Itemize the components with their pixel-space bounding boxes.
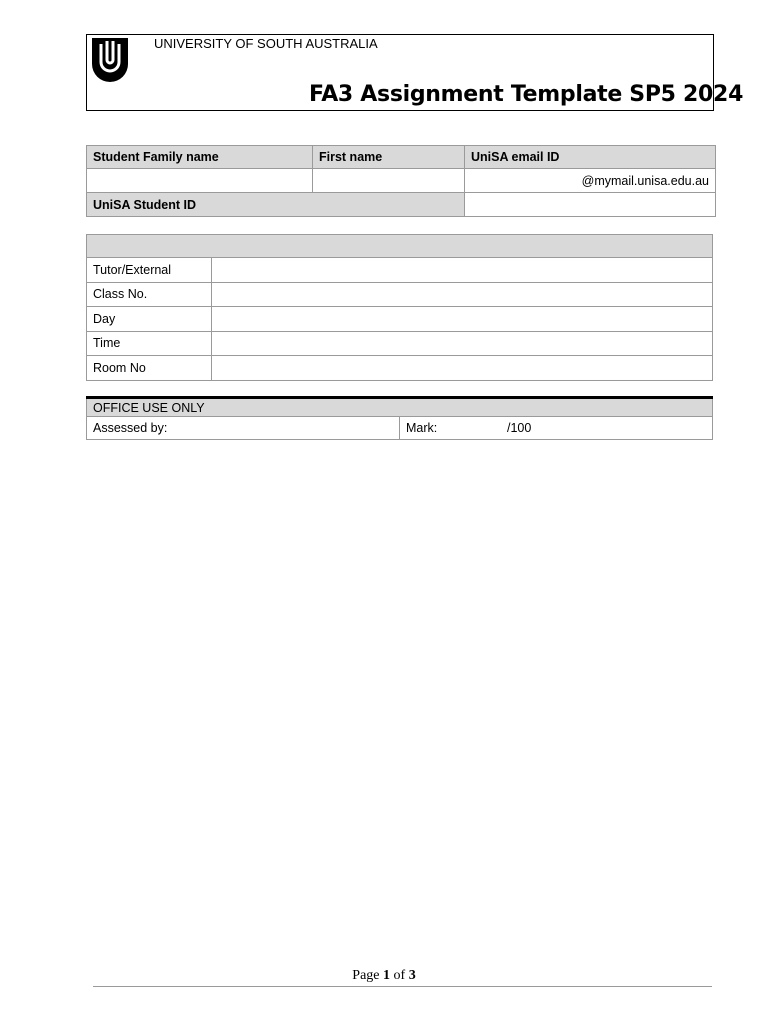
university-name: UNIVERSITY OF SOUTH AUSTRALIA <box>154 36 378 51</box>
document-title: FA3 Assignment Template SP5 2024 <box>309 82 744 107</box>
student-details-table <box>86 145 716 217</box>
family-name-label: Student Family name <box>87 146 313 169</box>
first-name-label: First name <box>313 146 465 169</box>
class-details-table <box>86 234 713 381</box>
student-id-label: UniSA Student ID <box>87 193 465 217</box>
tutor-field[interactable] <box>212 258 713 283</box>
unisa-logo-icon <box>90 36 130 82</box>
student-id-field[interactable] <box>465 193 716 217</box>
assessed-by-label: Assessed by: <box>93 421 168 435</box>
assessed-by-cell[interactable] <box>87 417 400 440</box>
mark-total: /100 <box>507 421 532 435</box>
tutor-label: Tutor/External <box>87 258 212 283</box>
page-word: Page <box>352 968 380 983</box>
mark-label: Mark: <box>406 421 438 435</box>
email-label: UniSA email ID <box>465 146 716 169</box>
page-footer <box>0 968 768 984</box>
office-use-header: OFFICE USE ONLY <box>87 398 713 417</box>
total-pages-number: 3 <box>408 968 416 983</box>
class-no-label: Class No. <box>87 282 212 307</box>
first-name-field[interactable] <box>313 169 465 193</box>
of-word: of <box>393 968 406 983</box>
footer-divider <box>93 986 712 987</box>
current-page-number: 1 <box>383 968 391 983</box>
email-field[interactable]: @mymail.unisa.edu.au <box>465 169 716 193</box>
day-field[interactable] <box>212 307 713 332</box>
family-name-field[interactable] <box>87 169 313 193</box>
mark-cell[interactable] <box>400 417 713 440</box>
room-no-field[interactable] <box>212 356 713 381</box>
room-no-label: Room No <box>87 356 212 381</box>
office-use-table <box>86 396 713 440</box>
time-label: Time <box>87 331 212 356</box>
time-field[interactable] <box>212 331 713 356</box>
class-table-header <box>87 235 713 258</box>
class-no-field[interactable] <box>212 282 713 307</box>
day-label: Day <box>87 307 212 332</box>
